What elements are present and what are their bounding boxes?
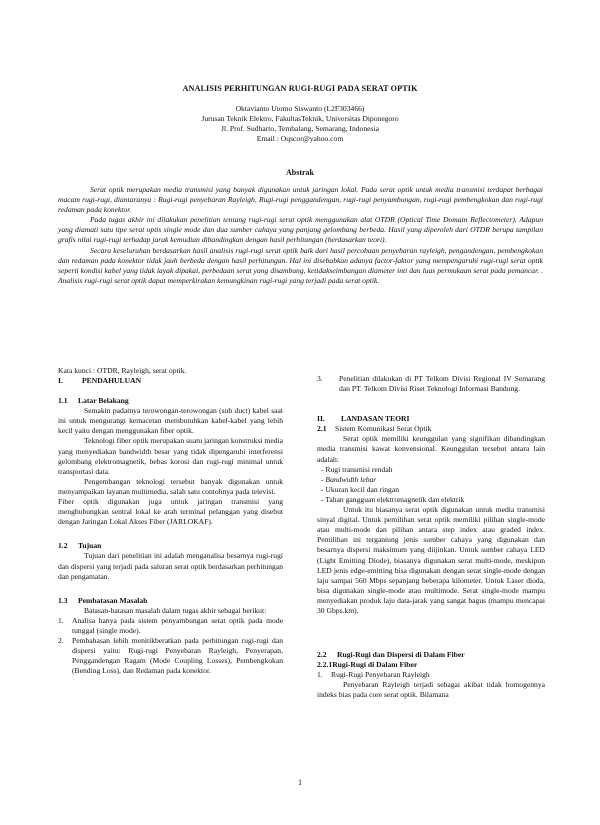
section-title: PENDAHULUAN: [82, 376, 142, 385]
left-column: [58, 376, 283, 676]
paragraph-latar-1: Semakin padatnya terowongan-terowongan (sub duct) kabel saat ini untuk mengurangi kemacetan membutuhkan kabel-kabel yang lebih kecil yaitu dengan menggunakan fiber optik.: [58, 406, 283, 436]
list-marker: 2.: [58, 636, 64, 646]
author-email: Email : Oqscor@yahoo.com: [256, 134, 344, 144]
bullet-item: - Tahan gangguan elektromagnetik dan elektrik: [321, 494, 465, 504]
list-item: [58, 616, 283, 636]
right-column: [317, 374, 545, 701]
section-number: I.: [58, 376, 63, 385]
subsection-title: Sistem Komunikasi Serat Optik: [335, 424, 432, 434]
subsection-number: 2.2: [317, 650, 327, 660]
list-item: [58, 636, 283, 676]
paragraph-rayleigh: Penyebaran Rayleigh terjadi sebagai akibat tidak homogennya indeks bias pada core serat optik. Bilamana: [317, 680, 545, 700]
paragraph-tujuan: Tujuan dari penelitian ini adalah menganalisa besarnya rugi-rugi dan dispersi yang terjadi pada saluran serat optik berdasarkan perhitungan dan pengamatan.: [58, 551, 283, 581]
paragraph-keunggulan: Serat optik memiliki keunggulan yang signifikan dibandingkan media transmisi kawat konvensional. Keunggulan tersebut antara lain adalah:: [317, 434, 545, 464]
subsection-heading-latar-belakang: [58, 396, 283, 406]
paragraph-latar-4: Fiber optik digunakan juga untuk jaringan transmisi yang menghubungkan sentral lokal ke arah terminal pelanggan yang disebut dengan Jaringan Lokal Akses Fiber (JARLOKAF).: [58, 497, 283, 527]
paper-title: ANALISIS PERHITUNGAN RUGI-RUGI PADA SERAT OPTIK: [182, 84, 418, 93]
section-title: LANDASAN TEORI: [341, 414, 410, 424]
subsection-heading-rugi-dispersi: [317, 650, 545, 660]
bullet-item: - Rugi transmisi rendah: [321, 464, 393, 474]
subsection-number: 1.2: [58, 541, 68, 551]
author-address: Jl. Prof. Sudharto, Tembalang, Semarang, Indonesia: [221, 124, 379, 134]
keywords: Kata kunci : OTDR, Rayleigh, serat optik.: [58, 366, 187, 375]
subsubsection-heading-rugi-dalam-fiber: [317, 660, 545, 670]
paragraph-media-transmisi: Untuk itu biasanya serat optik digunakan untuk media transmisi sinyal digital. Untuk pemilihan serat optik memiliki pilihan single-mode atau multi-mode dan pilihan antara step index atau graded index. Pemilihan ini tergantung jenis sumber cahaya yang digunakan dan besarnya dispersi maksimum yang diijinkan. Untuk sumber cahaya LED (Light Emitting Diode), biasanya digunakan serat multi-mode, meskipun LED jenis edge-emitting bisa digunakan dengan serat single-mode dengan laju sampai 560 Mbps sepanjang beberapa kilometer. Untuk Laser dioda, bisa digunakan single-mode atau multimode. Serat single-mode mampu menyediakan produk laju data-jarak yang sangat bagus (mampu mencapai 30 Gbps.km).: [317, 505, 545, 615]
abstract-paragraph-1: Serat optik merupakan media transmisi yang banyak digunakan untuk jaringan lokal. Pada serat optik untuk media transmisi terdapat berbagai macam rugi-rugi, diantaranya : Rugi-rugi penyebaran Rayleigh, Rugi-rugi penggandengan, rugi-rugi penyambungan, rugi-rugi pembengkokan dan rugi-rugi redaman pada konektor.: [58, 185, 543, 215]
subsubsection-title: Rugi-Rugi di Dalam Fiber: [332, 660, 418, 670]
section-number: II.: [317, 414, 325, 424]
list-item: [317, 670, 545, 680]
subsection-heading-sistem-komunikasi: [317, 424, 545, 434]
subsubsection-number: 2.2.1: [317, 660, 333, 670]
paragraph-latar-2: Teknologi fiber optik merupakan suatu jaringan konstruksi media yang menyediakan bandwidth besar yang tidak dipengaruhi interferensi gelombang elektromagnetik, bebas korosi dan rugi-rugi minimal untuk transportasi data.: [58, 436, 283, 476]
list-text: Penelitian dilakukan di PT Telkom Divisi Regional IV Semarang dan PT. Telkom Divisi Riset Teknologi Informasi Bandung.: [339, 374, 545, 394]
subsection-heading-tujuan: [58, 541, 283, 551]
paragraph-latar-3: Pengembangan teknologi tersebut banyak digunakan untuk menyampaikan layanan multimedia, salah satu contohnya pada televisi.: [58, 476, 283, 496]
abstract-paragraph-3: Secara keseluruhan berdasarkan hasil analisis rugi-rugi serat optik baik dari hasil percobaan penyebaran rayleigh, pengandengan, pembengkokan dan redaman pada konektor tidak jauh berbeda dengan hasil perhitungan. Hal ini disebabkan adanya factor-faktor yang mempengaruhi rugi-rugi serat optik seperti kondisi kabel yang tidak layak dipakai, perbedaan serat yang disambung, ketidakseimbangan diameter inti dan luas permukaan serat pada pemancar. . Analisis rugi-rugi serat optik dapat memperkirakan kemungkinan rugi-rugi yang terjadi pada serat optik.: [58, 245, 543, 285]
abstract-body: [58, 185, 543, 286]
subsection-title: Pembatasan Masalah: [78, 595, 148, 605]
author-block: [0, 104, 600, 144]
author-affiliation: Jurusan Teknik Elektro, FakultasTeknik, Universitas Diponegoro: [201, 114, 399, 124]
subsection-title: Tujuan: [78, 541, 102, 551]
list-text: Rugi-Rugi Penyebaran Rayleigh: [331, 670, 430, 680]
abstract-heading: Abstrak: [285, 168, 314, 177]
abstract-paragraph-2: Pada tugas akhir ini dilakukan penelitian tentang rugi-rugi serat optik menggunakan alat OTDR (Optical Time Domain Reflectometer). Adapun yang diamati satu tipe serat optis single mode dan dua sumber cahaya yang panjang gelombang berbeda. Hasil yang diperoleh dari OTDR berupa tampilan grafis nilai rugi-rugi terhadap jarak kemudian dibandingkan dengan hasil perhitungan (berdasarkan teori).: [58, 215, 543, 245]
subsection-number: 2.1: [317, 424, 327, 434]
section-heading-pendahuluan: [58, 376, 283, 386]
subsection-title: Rugi-Rugi dan Dispersi di Dalam Fiber: [337, 650, 465, 660]
list-text: Pembahasan lebih menitikberatkan pada perhitungan rugi-rugi dan dispersi yaitu: Rugi-rugi Penyebaran Rayleigh, Penyerapan, Penggandengan Ragam (Mode Coupling Losses), Pembengkokan (Bending Loss), dan Redaman pada konektor.: [72, 636, 283, 676]
paragraph-pembatasan: Batasan-batasan masalah dalam tugas akhir sebagai berikut:: [84, 605, 267, 615]
subsection-number: 1.1: [58, 396, 68, 406]
section-heading-landasan-teori: [317, 414, 545, 424]
list-text: Analisa hanya pada sistem penyambungan serat optik pada mode tunggal (single mode).: [72, 615, 283, 635]
bullet-item: - Bandwidth lebar: [321, 474, 377, 484]
bullet-item: - Ukuran kecil dan ringan: [321, 484, 400, 494]
list-marker: 3.: [317, 374, 323, 383]
list-marker: 1.: [317, 670, 323, 680]
subsection-title: Latar Belakang: [78, 396, 129, 406]
author-name: Oktavianto Utomo Siswanto (L2F303466): [235, 104, 365, 113]
list-marker: 1.: [58, 615, 64, 625]
list-item: [317, 374, 545, 394]
subsection-number: 1.3: [58, 595, 68, 605]
subsection-heading-pembatasan: [58, 596, 283, 606]
page-number: 1: [298, 778, 302, 787]
